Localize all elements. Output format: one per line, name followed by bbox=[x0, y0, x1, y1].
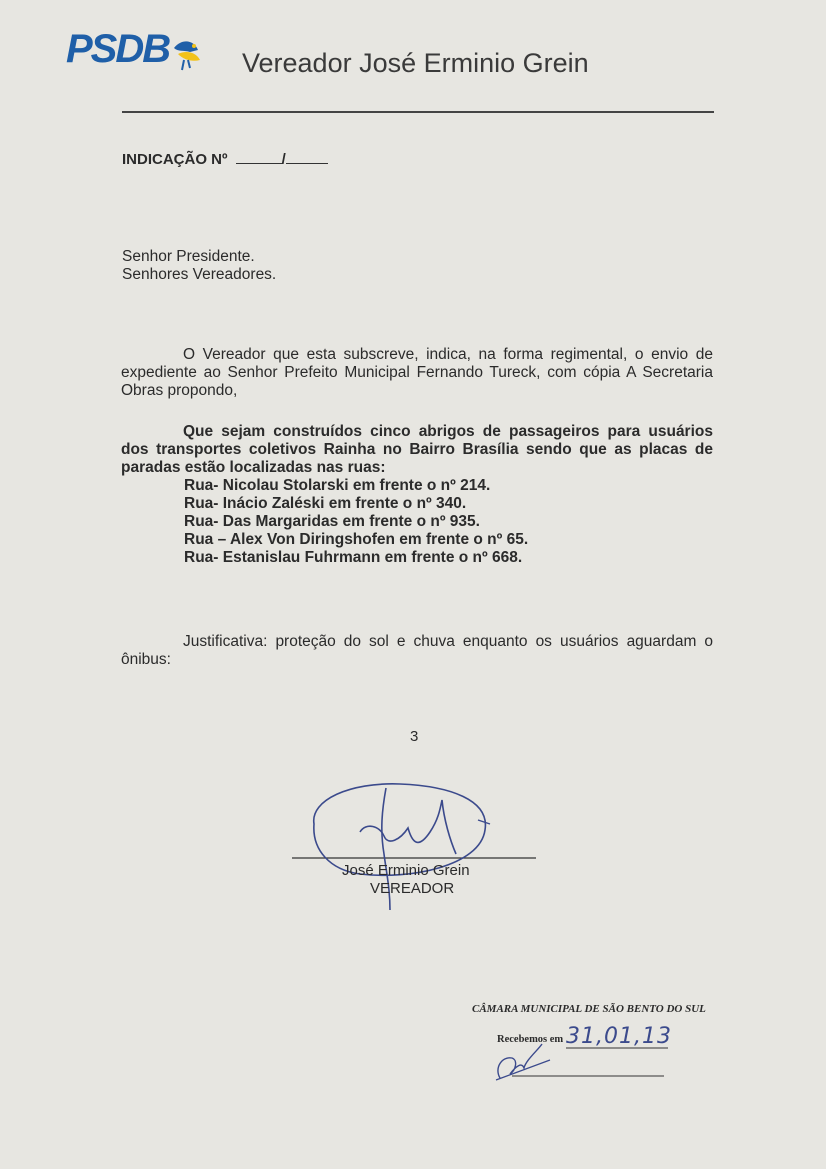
street-item: Rua- Inácio Zaléski em frente o nº 340. bbox=[184, 495, 467, 512]
street-item: Rua – Alex Von Diringshofen em frente o nº 65. bbox=[184, 531, 529, 548]
indicacao-number-blank bbox=[236, 150, 282, 164]
psdb-logo bbox=[66, 26, 216, 78]
salutation-line: Senhores Vereadores. bbox=[122, 266, 277, 283]
header-title: Vereador José Erminio Grein bbox=[242, 48, 589, 78]
street-item: Rua- Estanislau Fuhrmann em frente o nº 668. bbox=[184, 549, 523, 566]
handwritten-signature-icon bbox=[290, 770, 550, 920]
indicacao-label: INDICAÇÃO Nº bbox=[122, 151, 228, 168]
paragraph-justification bbox=[121, 633, 713, 669]
psdb-logo-icon bbox=[66, 26, 216, 78]
indicacao-year-blank bbox=[286, 150, 328, 164]
signer-role: VEREADOR bbox=[370, 880, 455, 897]
stamp-initials-icon bbox=[490, 1040, 670, 1085]
salutation bbox=[122, 248, 276, 284]
stamp-title: CÂMARA MUNICIPAL DE SÃO BENTO DO SUL bbox=[472, 1003, 706, 1015]
signer-name: José Erminio Grein bbox=[342, 862, 470, 879]
header-divider bbox=[122, 111, 714, 113]
paragraph-proposal-text: Que sejam construídos cinco abrigos de passageiros para usuários dos transportes coletivos Rainha no Bairro Brasília sendo que as placas de paradas estão localizadas nas ruas: bbox=[121, 423, 713, 476]
stamp-date: 31,01,13 bbox=[566, 1024, 672, 1049]
indicacao-line bbox=[122, 150, 328, 168]
paragraph-intro-text: O Vereador que esta subscreve, indica, na forma regimental, o envio de expediente ao Senhor Prefeito Municipal Fernando Tureck, com cópia A Secretaria Obras propondo, bbox=[121, 346, 713, 399]
logo-text: PSDB bbox=[66, 27, 170, 71]
street-item: Rua- Das Margaridas em frente o nº 935. bbox=[184, 513, 480, 530]
street-list bbox=[184, 477, 528, 567]
paragraph-justification-text: Justificativa: proteção do sol e chuva enquanto os usuários aguardam o ônibus: bbox=[121, 633, 713, 668]
salutation-line: Senhor Presidente. bbox=[122, 248, 255, 265]
page-number: 3 bbox=[410, 728, 419, 745]
indicacao-separator: / bbox=[281, 151, 286, 168]
street-item: Rua- Nicolau Stolarski em frente o nº 214. bbox=[184, 477, 491, 494]
paragraph-proposal bbox=[121, 423, 713, 477]
stamp-received-label: Recebemos em bbox=[497, 1034, 564, 1045]
paragraph-intro bbox=[121, 346, 713, 400]
